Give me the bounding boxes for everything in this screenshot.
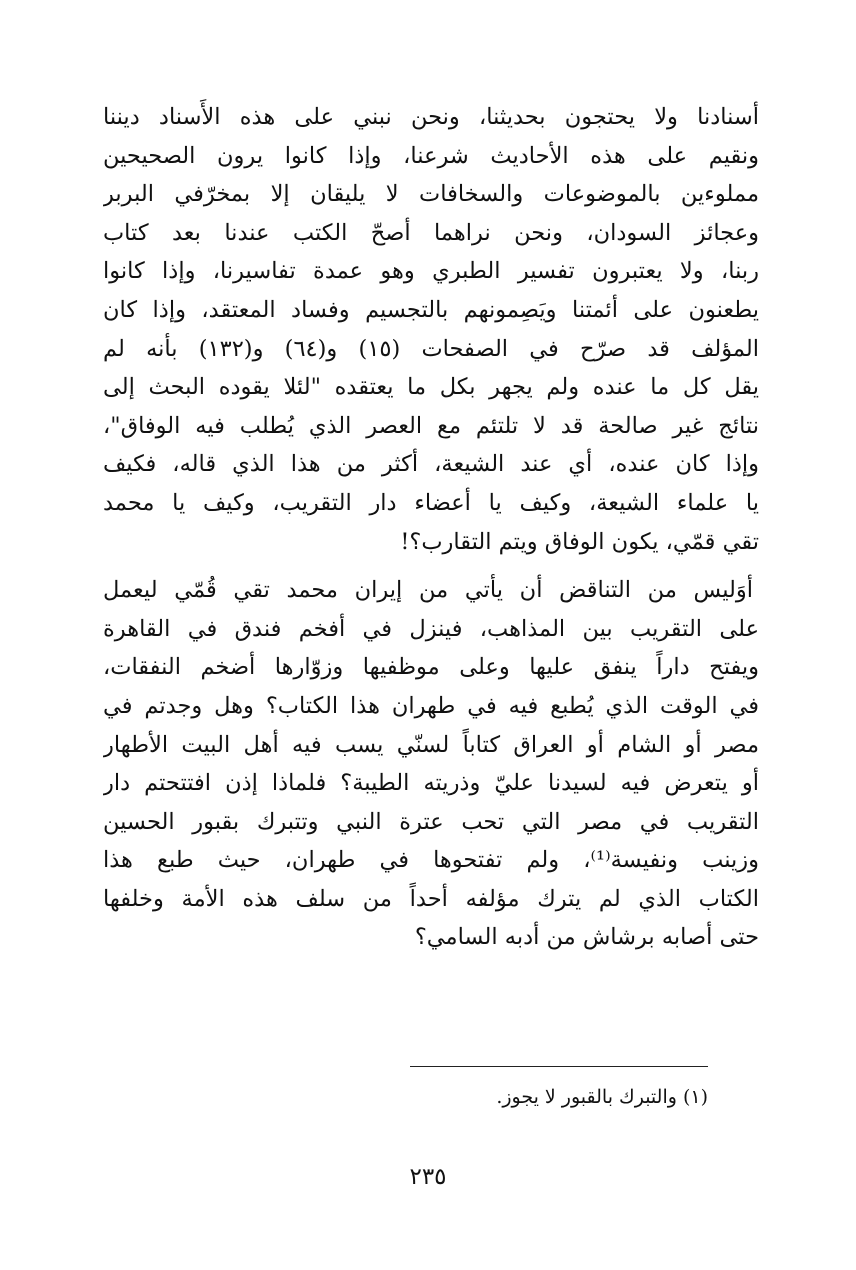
text-line: المؤلف قد صرّح في الصفحات (١٥) و(٦٤) و(١٣٢) بأنه لم xyxy=(103,335,759,362)
footnote-divider xyxy=(410,1066,708,1067)
paragraph-1 xyxy=(103,98,759,561)
text-line: وإذا كان عنده، أي عند الشيعة، أكثر من هذا الذي قاله، فكيف xyxy=(103,451,759,478)
text-line: يقل كل ما عنده ولم يجهر بكل ما يعتقده "لئلا يقوده البحث إلى xyxy=(103,374,759,401)
text-line: يا علماء الشيعة، وكيف يا أعضاء دار التقريب، وكيف يا محمد xyxy=(103,489,759,516)
footnote: (١) والتبرك بالقبور لا يجوز. xyxy=(496,1086,708,1108)
text-line: مملوءين بالموضوعات والسخافات لا يليقان إلا بمخرّفي البربر xyxy=(103,181,759,208)
text-line: نتائج غير صالحة قد لا تلتئم مع العصر الذي يُطلب فيه الوفاق"، xyxy=(103,412,759,439)
text-line: وزينب ونفيسة⁽¹⁾، ولم تفتحوها في طهران، حيث طبع هذا xyxy=(103,847,759,874)
text-line: يطعنون على أئمتنا ويَصِمونهم بالتجسيم وفساد المعتقد، وإذا كان xyxy=(103,296,759,323)
text-line: أوَليس من التناقض أن يأتي من إيران محمد تقي قُمّي ليعمل xyxy=(103,577,753,604)
text-line: في الوقت الذي يُطبع فيه في طهران هذا الكتاب؟ وهل وجدتم في xyxy=(103,692,759,719)
text-line: تقي قمّي، يكون الوفاق ويتم التقارب؟! xyxy=(400,528,759,555)
page-number: ٢٣٥ xyxy=(409,1164,447,1190)
paragraph-2 xyxy=(103,571,759,957)
text-line: ربنا، ولا يعتبرون تفسير الطبري وهو عمدة تفاسيرنا، وإذا كانوا xyxy=(103,258,759,285)
text-line: التقريب في مصر التي تحب عترة النبي وتتبرك بقبور الحسين xyxy=(103,808,759,835)
text-line: حتى أصابه برشاش من أدبه السامي؟ xyxy=(414,924,759,951)
page-body xyxy=(103,98,759,957)
text-line: ونقيم على هذه الأحاديث شرعنا، وإذا كانوا يرون الصحيحين xyxy=(103,142,759,169)
text-line: الكتاب الذي لم يترك مؤلفه أحداً من سلف هذه الأمة وخلفها xyxy=(103,885,759,912)
text-line: أسنادنا ولا يحتجون بحديثنا، ونحن نبني على هذه الأَسناد ديننا xyxy=(103,104,759,130)
text-line: وعجائز السودان، ونحن نراهما أصحّ الكتب عندنا بعد كتاب xyxy=(103,219,759,246)
text-line: على التقريب بين المذاهب، فينزل في أفخم فندق في القاهرة xyxy=(103,615,759,642)
text-line: ويفتح داراً ينفق عليها وعلى موظفيها وزوّارها أضخم النفقات، xyxy=(103,654,759,681)
text-line: أو يتعرض فيه لسيدنا عليّ وذريته الطيبة؟ فلماذا إذن افتتحتم دار xyxy=(103,770,759,797)
text-line: مصر أو الشام أو العراق كتاباً لسنّي يسب فيه أهل البيت الأطهار xyxy=(103,731,759,758)
